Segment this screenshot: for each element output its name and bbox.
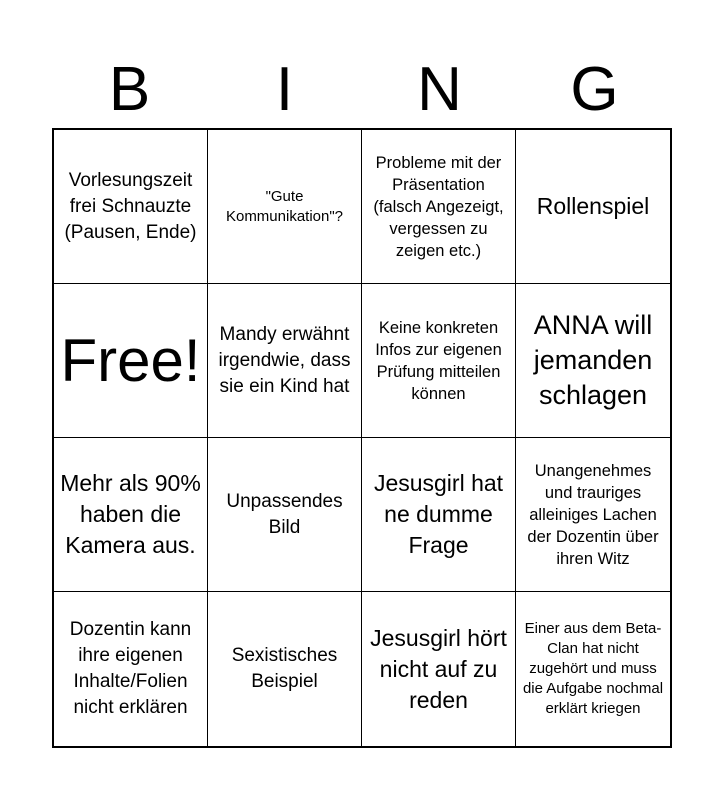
bingo-cell-text: Sexistisches Beispiel <box>231 645 338 692</box>
bingo-cell-text: "Gute Kommunikation"? <box>225 187 344 225</box>
bingo-cell[interactable] <box>516 438 670 592</box>
header-letter-n: N <box>417 55 462 124</box>
bingo-cell[interactable] <box>208 592 362 746</box>
bingo-cell[interactable] <box>54 592 208 746</box>
bingo-cell[interactable] <box>54 130 208 284</box>
bingo-cell[interactable] <box>516 130 670 284</box>
bingo-cell-text: Mehr als 90% haben die Kamera aus. <box>60 470 201 558</box>
bingo-cell-text: ANNA will jemanden schlagen <box>533 310 653 410</box>
bingo-cell[interactable] <box>362 438 516 592</box>
bingo-cell-text: Unpassendes Bild <box>226 490 343 538</box>
bingo-board <box>52 128 672 748</box>
bingo-cell-text: Dozentin kann ihre eigenen Inhalte/Folien nicht erklären <box>69 619 192 718</box>
bingo-cell-text: Keine konkreten Infos zur eigenen Prüfung mitteilen können <box>375 318 502 403</box>
bingo-cell-text: Einer aus dem Beta-Clan hat nicht zugehört und muss die Aufgabe nochmal erklärt kriegen <box>522 620 664 717</box>
bingo-cell-free[interactable] <box>54 284 208 438</box>
bingo-cell[interactable] <box>54 438 208 592</box>
bingo-cell-text: Jesusgirl hat ne dumme Frage <box>373 470 504 558</box>
bingo-cell-text: Free! <box>60 326 201 394</box>
header-letter-b: B <box>108 55 151 124</box>
bingo-cell-text: Jesusgirl hört nicht auf zu reden <box>370 624 507 713</box>
bingo-cell-text: Probleme mit der Präsentation (falsch Angezeigt, vergessen zu zeigen etc.) <box>373 153 504 260</box>
bingo-cell[interactable] <box>208 130 362 284</box>
header-letter-g: G <box>570 55 619 124</box>
bingo-cell[interactable] <box>516 284 670 438</box>
bingo-cell[interactable] <box>208 284 362 438</box>
bingo-cell[interactable] <box>516 592 670 746</box>
bingo-cell[interactable] <box>362 592 516 746</box>
bingo-cell-text: Rollenspiel <box>536 193 650 219</box>
bingo-cell-text: Mandy erwähnt irgendwie, dass sie ein Kind hat <box>218 323 351 397</box>
bingo-cell-text: Unangenehmes und trauriges alleiniges Lachen der Dozentin über ihren Witz <box>527 461 659 568</box>
bingo-cell-text: Vorlesungszeit frei Schnauzte (Pausen, Ende) <box>64 169 197 243</box>
bingo-cell[interactable] <box>362 284 516 438</box>
bingo-cell[interactable] <box>208 438 362 592</box>
bingo-header <box>52 52 672 128</box>
header-letter-i: I <box>275 55 294 124</box>
bingo-cell[interactable] <box>362 130 516 284</box>
